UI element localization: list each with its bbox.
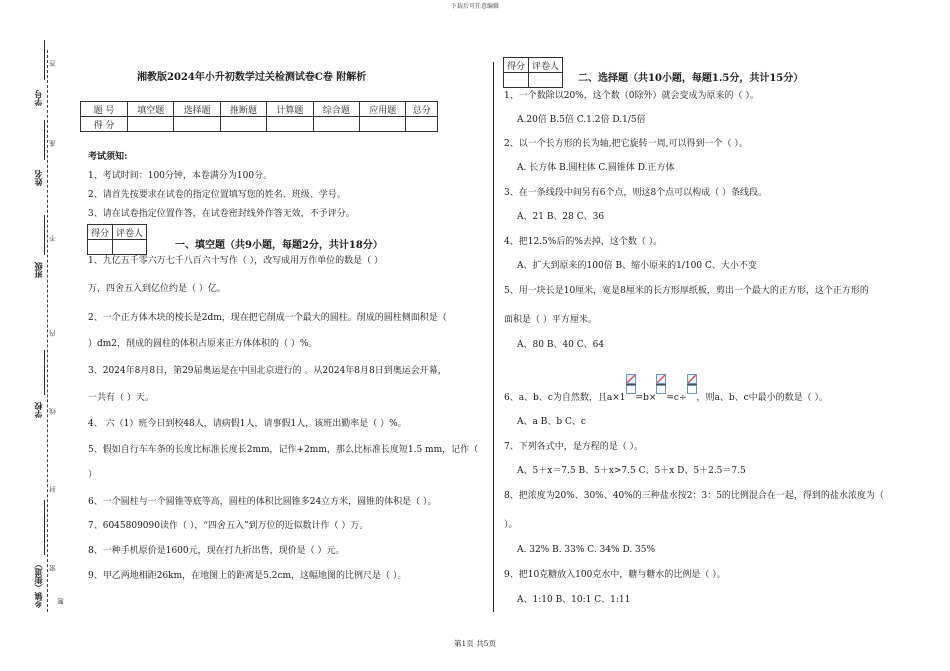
choice-question-line: 8、把浓度为20%、30%、40%的三种盐水按2：3：5的比例混合在一起，得到的盐水浓度为（	[504, 491, 884, 501]
choice-options: A. 32% B. 33% C. 34% D. 35%	[517, 545, 656, 555]
grader-cell	[88, 240, 113, 255]
fill-question-line: 9、甲乙两地相距26km，在地图上的距离是5.2cm，这幅地图的比例尺是（ ）。	[88, 571, 407, 581]
score-cell	[267, 117, 313, 132]
choice-question-line: 2、以一个长方形的长为轴,把它旋转一周,可以得到一个（ ）。	[504, 139, 748, 149]
section2-heading: 二、选择题（共10小题，每题1.5分，共计15分）	[578, 73, 804, 84]
score-row-label: 得 分	[81, 117, 128, 132]
choice-question-line: ）。	[504, 520, 518, 530]
seal-word: 封	[49, 486, 57, 493]
fill-line	[44, 350, 45, 395]
fill-question-line: 4、 六（1）班今日到校48人，请病假1人，请事假1人，该班出勤率是（ ）%。	[88, 419, 407, 429]
fill-question-line: ）dm2，削成的圆柱的体积占原来正方体体积的（ ）%。	[88, 339, 318, 349]
score-header-cell: 综合题	[313, 102, 359, 117]
q6-text: =b×	[635, 393, 657, 403]
score-header-cell: 应用题	[360, 102, 406, 117]
choice-question-line: 3、在一条线段中间另有6个点，则这8个点可以构成（ ）条线段。	[504, 188, 768, 198]
choice-question-line: 1、一个数除以20%，这个数（0除外）就会变成为原来的（ ）。	[504, 91, 759, 101]
grader-cell	[529, 73, 563, 88]
score-header-cell: 计算题	[267, 102, 313, 117]
seal-word: 题	[57, 598, 65, 605]
choice-options: A、a B、b C、c	[517, 417, 586, 427]
section1-heading: 一、填空题（共9小题，每题2分，共计18分）	[175, 240, 383, 251]
fill-question-line: 万，四舍五入到亿位约是（ ）亿。	[88, 284, 226, 294]
fill-question-line: 8、一种手机原价是1600元，现在打九折出售，现价是（ ）元。	[88, 546, 345, 556]
choice-question-line: 面积是（ ）平方厘米。	[504, 315, 597, 325]
choice-options: A、21 B、28 C、36	[517, 212, 605, 222]
fill-question-line: 2、一个正方体木块的棱长是2dm，现在把它削成一个最大的圆柱。削成的圆柱侧面积是（	[88, 313, 447, 323]
binding-label-name: 姓名	[33, 170, 43, 186]
q6-text: ，则a、b、c中最小的数是（ ）。	[696, 393, 829, 403]
seal-word: 准	[49, 140, 57, 147]
fill-line	[44, 500, 45, 555]
page-title: 湘教版2024年小升初数学过关检测试卷C卷 附解析	[137, 72, 367, 83]
fill-question-line: 3、2024年8月8日，第29届奥运是在中国北京进行的 。从2024年8月8日到奥运会开幕，	[88, 366, 447, 376]
fill-line	[44, 120, 45, 160]
fraction-icon	[626, 374, 636, 398]
seal-word: 线	[49, 408, 57, 415]
choice-options: A、1:10 B、10:1 C、1:11	[517, 595, 631, 605]
seal-word: 内	[49, 330, 57, 337]
choice-options: A、5＋x＝7.5 B、5＋x>7.5 C、5＋x D、5＋2.5＝7.5	[517, 466, 746, 476]
grader-name-label: 评卷人	[529, 58, 563, 73]
grader-name-label: 评卷人	[113, 225, 147, 240]
grader-cell	[504, 73, 529, 88]
choice-options: A、80 B、40 C、64	[517, 340, 605, 350]
fraction-icon	[656, 374, 666, 398]
notice-heading: 考试须知:	[88, 152, 128, 162]
q6-text: 6、a、b、c为自然数，且a×1	[504, 393, 626, 403]
grader-cell	[113, 240, 147, 255]
score-cell	[174, 117, 220, 132]
choice-question-line: 7、下列各式中，是方程的是（ ）。	[504, 442, 644, 452]
notice-item: 2、请首先按要求在试卷的指定位置填写您的姓名、班级、学号。	[88, 190, 346, 200]
fill-question-line: ）	[88, 470, 98, 480]
score-cell	[313, 117, 359, 132]
fraction-icon	[687, 374, 697, 398]
grader-box	[503, 57, 563, 88]
score-header-cell: 填空题	[128, 102, 174, 117]
choice-question-line	[504, 380, 828, 404]
binding-label-township: 乡镇（街道）	[33, 560, 43, 608]
score-cell	[406, 117, 438, 132]
fill-question-line: 7、6045809090读作（ ），“四舍五入”到万位的近似数计作（ ）万。	[88, 521, 369, 531]
score-cell	[128, 117, 174, 132]
choice-question-line: 5、用一块长是10厘米，宽是8厘米的长方形厚纸板，剪出一个最大的正方形，这个正方形的	[504, 286, 869, 296]
choice-options: A、扩大到原来的100倍 B、缩小原来的1/100 C、大小不变	[517, 261, 757, 271]
score-header-cell: 推断题	[220, 102, 266, 117]
binding-label-student-id: 学号	[33, 90, 43, 106]
grader-score-label: 得分	[88, 225, 113, 240]
fill-question-line: 6、一个圆柱与一个圆锥等底等高，圆柱的体积比圆锥多24立方米，圆锥的体积是（ ）。	[88, 497, 437, 507]
q6-text: =c÷	[666, 393, 687, 403]
notice-item: 3、请在试卷指定位置作答，在试卷密封线外作答无效，不予评分。	[88, 209, 355, 219]
seal-word: 不	[49, 235, 57, 242]
seal-word: 答	[49, 60, 57, 67]
fill-line	[44, 215, 45, 255]
top-note: 下载后可任意编辑	[450, 3, 499, 10]
fill-question-line: 一共有（ ）天。	[88, 393, 154, 403]
score-cell	[220, 117, 266, 132]
score-table	[80, 101, 438, 132]
page-number: 第1页 共5页	[454, 639, 496, 648]
choice-options: A.20倍 B.5倍 C.1.2倍 D.1/5倍	[517, 115, 646, 125]
binding-label-school: 学校	[33, 402, 43, 418]
choice-question-line: 4、把12.5%后的%去掉，这个数（ ）。	[504, 237, 663, 247]
choice-question-line: 9、把10克糖放入100克水中，糖与糖水的比例是（ ）。	[504, 570, 726, 580]
notice-item: 1、考试时间：100分钟，本卷满分为100分。	[88, 171, 273, 181]
seal-word: 密	[49, 565, 57, 572]
fill-line	[44, 40, 45, 80]
grader-box	[87, 224, 147, 255]
choice-options: A. 长方体 B.圆柱体 C.圆锥体 D.正方体	[517, 163, 675, 173]
grader-score-label: 得分	[504, 58, 529, 73]
score-header-cell: 题 号	[81, 102, 128, 117]
column-divider	[493, 62, 494, 612]
fill-question-line: 1、九亿五千零六万七千八百六十写作（ ），改写成用万作单位的数是（ ）	[88, 256, 383, 266]
score-header-cell: 选择题	[174, 102, 220, 117]
fill-question-line: 5、假如自行车车条的长度比标准长度长2mm，记作+2mm，那么比标准长度短1.5 mm，记作（	[88, 445, 479, 455]
score-cell	[360, 117, 406, 132]
score-header-cell: 总分	[406, 102, 438, 117]
binding-label-class: 班级	[33, 262, 43, 278]
